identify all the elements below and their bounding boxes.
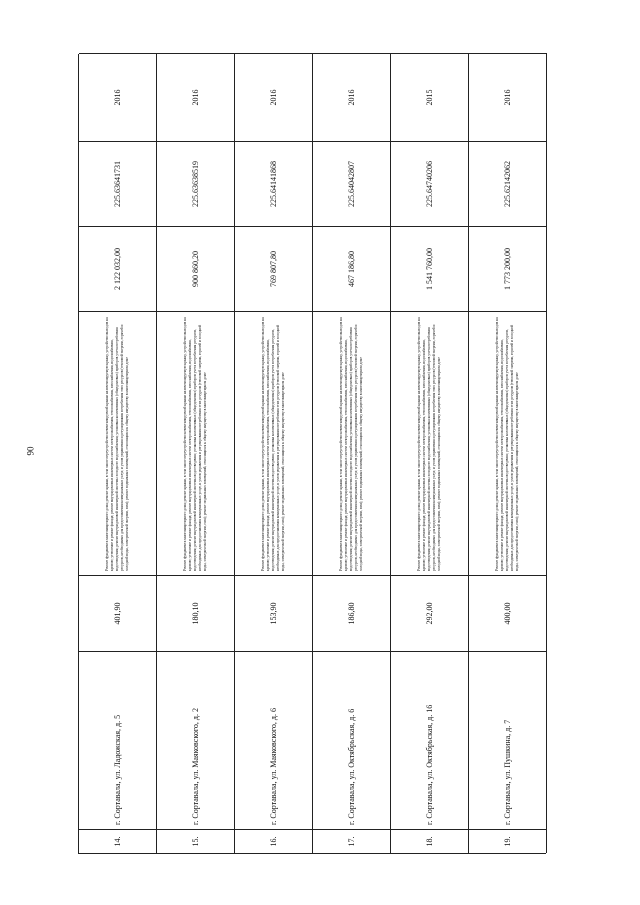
row-id: 225.62142062 — [469, 141, 547, 226]
works-table — [78, 54, 546, 854]
table-rotated-wrapper — [78, 54, 546, 854]
row-number: 19. — [469, 829, 547, 853]
row-cost: 900 860,20 — [157, 226, 235, 311]
row-year: 2016 — [157, 53, 235, 141]
row-area: 186,80 — [313, 575, 391, 651]
row-works — [235, 311, 313, 575]
row-works-text: Ремонт фундамента многоквартирного дома; ремонт крыши, в том числе переустройство невентилируемой крыши на вентилируемую крышу, устройство выходов на кровлю; утепление и ремонт фасада; ремонт внутридомовых инженерных систем электроснабжения, теплоснабжения, газоснабжения, водоснабжения, водоотведения; ремонт внутридомовой инженерной системы водоотведения; установка коллективных (общедомовых) приборов учета потребления ресурсов, необходимых для предоставления коммунальных услуг, и узлов управления и регулирования потребления этих ресурсов (тепловой энергии, горячей и холодной воды, электрической энергии, газа); ремонт подвальных помещений, относящихся к общему имуществу в многоквартирном доме — [261, 317, 285, 571]
row-address: г. Сортавала, ул. Ладожская, д. 5 — [79, 651, 157, 829]
row-cost: 769 807,80 — [235, 226, 313, 311]
row-area: 401,90 — [79, 575, 157, 651]
row-number: 17. — [313, 829, 391, 853]
row-works-text: Ремонт фундамента многоквартирного дома; ремонт крыши, в том числе переустройство невентилируемой крыши на вентилируемую крышу, устройство выходов на кровлю; утепление и ремонт фасада; ремонт внутридомовых инженерных систем электроснабжения, теплоснабжения, газоснабжения, водоснабжения, водоотведения; ремонт внутридомовой инженерной системы холодного водоснабжения; установка коллективных (общедомовых) приборов учета потребления ресурсов, необходимых для предоставления коммунальных услуг, и узлов управления и регулирования потребления этих ресурсов (тепловой энергии, горячей и холодной воды, электрической энергии, газа); ремонт подвальных помещений, относящихся к общему имуществу в многоквартирном доме — [105, 317, 129, 571]
row-area: 400,00 — [469, 575, 547, 651]
row-works — [469, 311, 547, 575]
row-works — [157, 311, 235, 575]
row-address: г. Сортавала, ул. Октябрьская, д. 16 — [391, 651, 469, 829]
row-id: 225.64042807 — [313, 141, 391, 226]
row-works — [391, 311, 469, 575]
page-number: 90 — [25, 446, 36, 456]
row-area: 153,90 — [235, 575, 313, 651]
row-works — [313, 311, 391, 575]
row-works-text: Ремонт фундамента многоквартирного дома; ремонт крыши, в том числе переустройство невентилируемой крыши на вентилируемую крышу, устройство выходов на кровлю; утепление и ремонт фасада; ремонт внутридомовых инженерных систем электроснабжения, теплоснабжения, газоснабжения, водоснабжения, водоотведения; ремонт внутридомовой инженерной системы холодного водоснабжения; установка коллективных (общедомовых) приборов учета потребления ресурсов, необходимых для предоставления коммунальных услуг, и узлов управления и регулирования потребления этих ресурсов (тепловой энергии, горячей и холодной воды, электрической энергии, газа); ремонт подвальных помещений, относящихся к общему имуществу в многоквартирном доме — [339, 317, 363, 571]
row-id: 225.64141868 — [235, 141, 313, 226]
row-cost: 467 186,80 — [313, 226, 391, 311]
row-address: г. Сортавала, ул. Пушкина, д. 7 — [469, 651, 547, 829]
row-cost: 2 122 032,00 — [79, 226, 157, 311]
row-number: 14. — [79, 829, 157, 853]
row-cost: 1 541 760,00 — [391, 226, 469, 311]
row-year: 2016 — [313, 53, 391, 141]
row-works — [79, 311, 157, 575]
row-id: 225.63641731 — [79, 141, 157, 226]
row-address: г. Сортавала, ул. Маяковского, д. 6 — [235, 651, 313, 829]
row-cost: 1 773 200,00 — [469, 226, 547, 311]
row-address: г. Сортавала, ул. Октябрьская, д. 6 — [313, 651, 391, 829]
row-year: 2016 — [79, 53, 157, 141]
row-works-text: Ремонт фундамента многоквартирного дома; ремонт крыши, в том числе переустройство невентилируемой крыши на вентилируемую крышу, устройство выходов на кровлю; утепление и ремонт фасада; ремонт внутридомовых инженерных систем электроснабжения, теплоснабжения, газоснабжения, водоснабжения, водоотведения; ремонт внутридомовой инженерной системы водоотведения; установка коллективных (общедомовых) приборов учета потребления ресурсов, необходимых для предоставления коммунальных услуг, и узлов управления и регулирования потребления этих ресурсов (тепловой энергии, горячей и холодной воды, электрической энергии, газа); ремонт подвальных помещений, относящихся к общему имуществу в многоквартирном доме — [183, 317, 207, 571]
row-number: 15. — [157, 829, 235, 853]
row-works-text: Ремонт фундамента многоквартирного дома; ремонт крыши, в том числе переустройство невентилируемой крыши на вентилируемую крышу, устройство выходов на кровлю; утепление и ремонт фасада; ремонт внутридомовых инженерных систем электроснабжения, теплоснабжения, газоснабжения, водоснабжения, водоотведения; ремонт внутридомовой инженерной системы холодного водоснабжения; установка коллективных (общедомовых) приборов учета потребления ресурсов, необходимых для предоставления коммунальных услуг, и узлов управления и регулирования потребления этих ресурсов (тепловой энергии, горячей и холодной воды, электрической энергии, газа); ремонт подвальных помещений, относящихся к общему имуществу в многоквартирном доме — [417, 317, 441, 571]
row-address: г. Сортавала, ул. Маяковского, д. 2 — [157, 651, 235, 829]
row-year: 2016 — [235, 53, 313, 141]
row-number: 16. — [235, 829, 313, 853]
row-id: 225.64740206 — [391, 141, 469, 226]
row-area: 180,10 — [157, 575, 235, 651]
row-id: 225.63638519 — [157, 141, 235, 226]
row-works-text: Ремонт фундамента многоквартирного дома; ремонт крыши, в том числе переустройство невентилируемой крыши на вентилируемую крышу, устройство выходов на кровлю; утепление и ремонт фасада; ремонт внутридомовых инженерных систем электроснабжения, теплоснабжения, газоснабжения, водоснабжения, водоотведения; ремонт внутридомовой инженерной системы водоотведения; установка коллективных (общедомовых) приборов учета потребления ресурсов, необходимых для предоставления коммунальных услуг, и узлов управления и регулирования потребления этих ресурсов (тепловой энергии, горячей и холодной воды, электрической энергии, газа); ремонт подвальных помещений, относящихся к общему имуществу в многоквартирном доме — [495, 317, 519, 571]
row-area: 292,00 — [391, 575, 469, 651]
row-number: 18. — [391, 829, 469, 853]
row-year: 2016 — [469, 53, 547, 141]
row-year: 2015 — [391, 53, 469, 141]
